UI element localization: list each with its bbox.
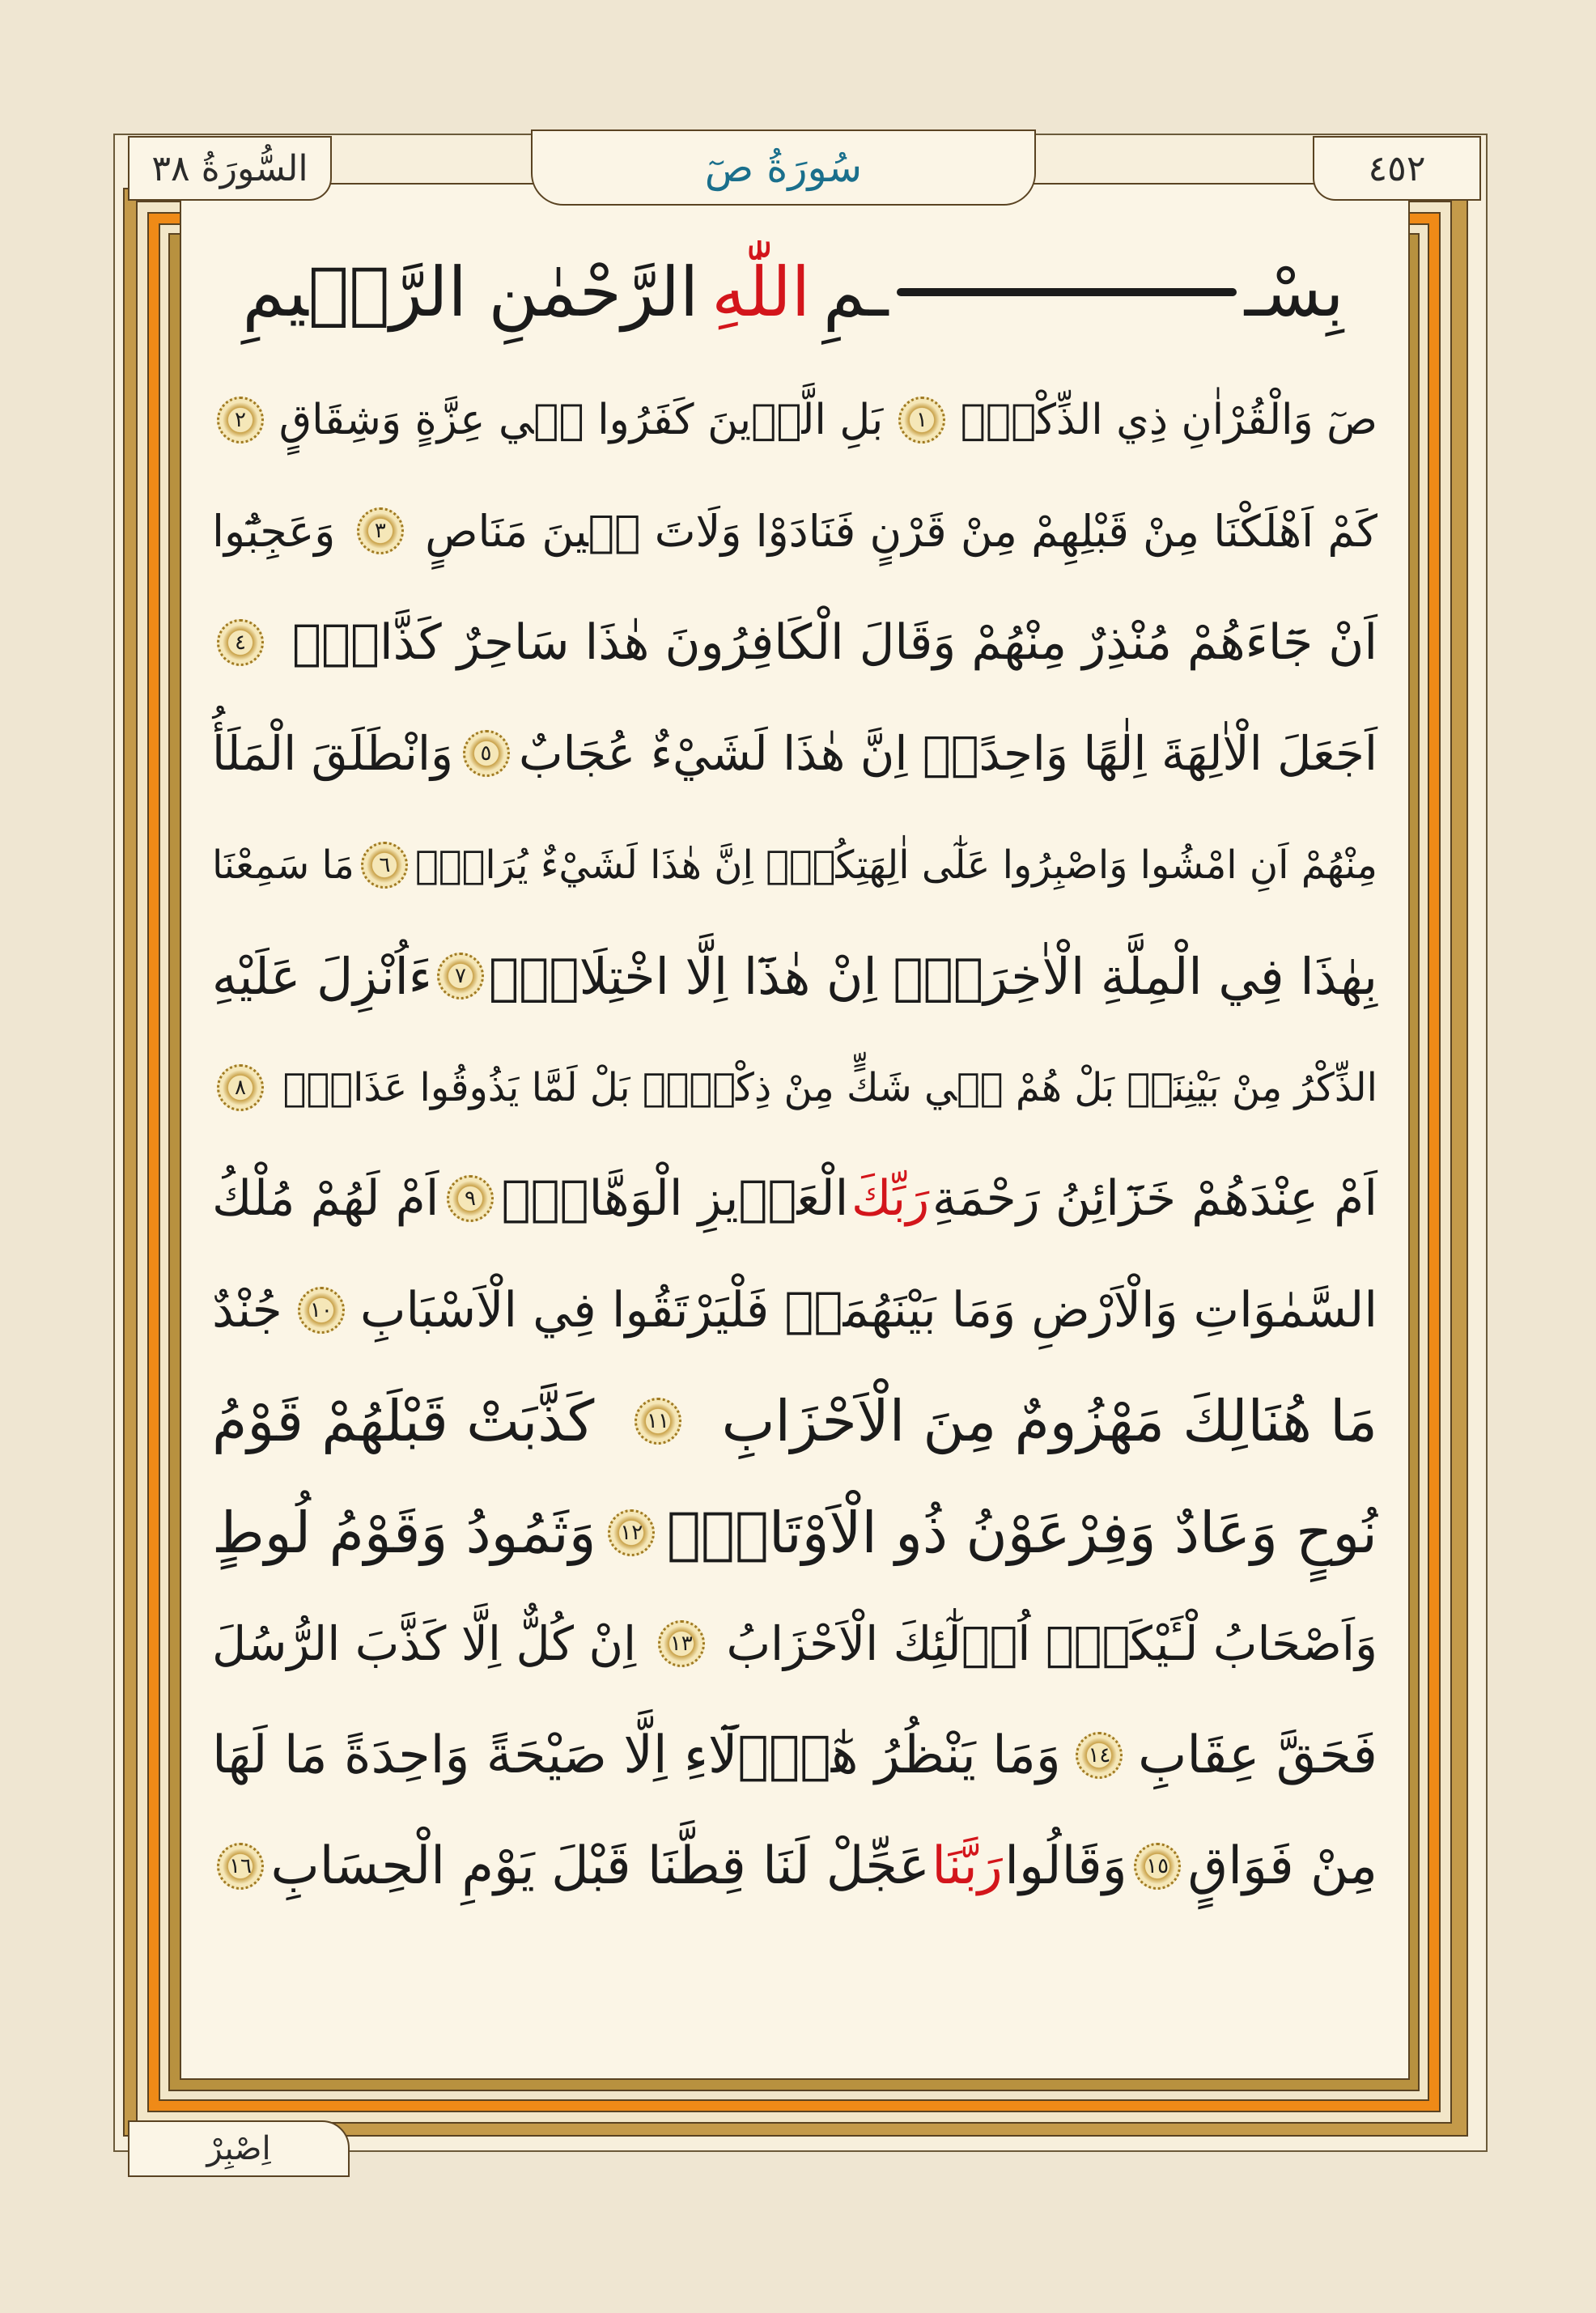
ayah-marker: ١٤ [1076, 1732, 1123, 1779]
verse-text: وَثَمُودُ وَقَوْمُ لُوطٍ [212, 1499, 596, 1566]
verse-line-1 [212, 364, 1377, 476]
verse-text: بِهٰذَا فِي الْمِلَّةِ الْاٰخِرَةِۚ اِنْ هٰذَٓا اِلَّا اخْتِلَاقٌۚ [488, 946, 1377, 1006]
verse-line-9 [212, 1254, 1377, 1366]
verse-line-10 [212, 1366, 1377, 1478]
basmala-part-1: بِسْـ [1244, 253, 1344, 332]
ayah-marker: ١١ [635, 1398, 681, 1445]
verse-text: اَنْ جَٓاءَهُمْ مُنْذِرٌ مِنْهُمْ وَقَالَ الْكَافِرُونَ هٰذَا سَاحِرٌ كَذَّابٌۚ [291, 613, 1377, 671]
verse-text: السَّمٰوَاتِ وَالْاَرْضِ وَمَا بَيْنَهُمَاۙ فَلْيَرْتَقُوا فِي الْاَسْبَابِ [360, 1281, 1377, 1339]
verse-line-7 [212, 1032, 1377, 1144]
verse-text: الذِّكْرُ مِنْ بَيْنِنَاۜ بَلْ هُمْ ف۪ي شَكٍّ مِنْ ذِكْر۪يۚ بَلْ لَمَّا يَذُوقُوا عَذَابِۜ [282, 1064, 1377, 1110]
ayah-marker: ١٢ [608, 1509, 655, 1556]
ayah-marker: ٣ [357, 507, 404, 554]
ayah-marker: ١٣ [658, 1620, 705, 1667]
rabb-word: رَبِّكَ [851, 1170, 930, 1228]
verse-line-14 [212, 1811, 1377, 1923]
ayah-marker: ١٥ [1134, 1843, 1181, 1890]
verse-lines [212, 364, 1377, 1922]
ayah-marker: ٤ [217, 619, 264, 666]
surah-number-label: السُّورَةُ ٣٨ [128, 136, 332, 201]
rabb-word: رَبَّنَا [932, 1836, 1003, 1897]
page-number: ٤٥٢ [1313, 136, 1481, 201]
verse-text: وَعَجِبُٓوا [212, 505, 336, 557]
verse-line-11 [212, 1477, 1377, 1589]
catchword: اِصْبِرْ [128, 2120, 350, 2177]
ayah-marker: ١٠ [298, 1287, 345, 1334]
verse-text: وَمَا يَنْظُرُ هٰٓؤُ۬لَٓاءِ اِلَّا صَيْحَةً وَاحِدَةً مَا لَهَا [212, 1725, 1061, 1785]
verse-text: وَانْطَلَقَ الْمَلَأُ [212, 726, 454, 782]
basmala-kashida [897, 288, 1237, 296]
verse-text: صٓ وَالْقُرْاٰنِ ذِي الذِّكْرِۜ [960, 395, 1377, 444]
verse-text: اَمْ لَهُمْ مُلْكُ [212, 1170, 439, 1228]
verse-text: ءَاُنْزِلَ عَلَيْهِ [211, 946, 432, 1006]
verse-text: مَا سَمِعْنَا [212, 842, 354, 888]
verse-line-12 [212, 1589, 1377, 1700]
verse-line-2 [212, 476, 1377, 588]
basmala-allah: اللّٰهِ [711, 253, 811, 332]
verse-text: كَذَّبَتْ قَبْلَهُمْ قَوْمُ [212, 1388, 595, 1455]
ayah-marker: ٧ [437, 953, 484, 999]
verse-text: الْعَز۪يزِ الْوَهَّابِۚ [501, 1170, 849, 1228]
verse-text: عَجِّلْ لَنَا قِطَّنَا قَبْلَ يَوْمِ الْحِسَابِ [270, 1836, 930, 1897]
verse-text: مِنْ فَوَاقٍ [1187, 1836, 1377, 1897]
verse-line-13 [212, 1700, 1377, 1811]
surah-title: سُورَةُ صٓ [531, 129, 1036, 206]
verse-text: وَقَالُوا [1004, 1836, 1127, 1897]
basmala-part-3: الرَّحْمٰنِ الرَّح۪يمِ [242, 253, 699, 332]
verse-text: اَجَعَلَ الْاٰلِهَةَ اِلٰهًا وَاحِدًاۚ اِنَّ هٰذَا لَشَيْءٌ عُجَابٌ [518, 726, 1377, 782]
verse-text: وَاَصْحَابُ لْـَٔيْكَةِۜ اُو۬لٰٓئِكَ الْاَحْزَابُ [726, 1616, 1377, 1672]
verse-text: اَمْ عِنْدَهُمْ خَزَٓائِنُ رَحْمَةِ [932, 1170, 1377, 1228]
basmala-part-2: ـمِ [823, 253, 889, 332]
verse-text: مِنْهُمْ اَنِ امْشُوا وَاصْبِرُوا عَلٰٓى اٰلِهَتِكُمْۚ اِنَّ هٰذَا لَشَيْءٌ يُرَادُۚ [414, 842, 1377, 888]
basmala [202, 240, 1384, 345]
verse-line-3 [212, 587, 1377, 698]
verse-text: فَحَقَّ عِقَابِ [1138, 1725, 1377, 1785]
ayah-marker: ١٦ [217, 1843, 264, 1890]
ayah-marker: ١ [898, 397, 945, 444]
ayah-marker: ٦ [361, 842, 408, 889]
ayah-marker: ٢ [217, 397, 264, 444]
verse-text: مَا هُنَالِكَ مَهْزُومٌ مِنَ الْاَحْزَابِ [721, 1388, 1377, 1455]
verse-line-8 [212, 1144, 1377, 1255]
verse-text: اِنْ كُلٌّ اِلَّا كَذَّبَ الرُّسُلَ [212, 1616, 637, 1672]
verse-text: جُنْدٌ [212, 1281, 282, 1339]
verse-text: بَلِ الَّذ۪ينَ كَفَرُوا ف۪ي عِزَّةٍ وَشِقَاقٍ [278, 395, 884, 444]
ayah-marker: ٩ [447, 1175, 494, 1222]
ayah-marker: ٨ [217, 1064, 264, 1111]
ayah-marker: ٥ [463, 730, 510, 777]
verse-line-4 [212, 698, 1377, 810]
verse-text: كَمْ اَهْلَكْنَا مِنْ قَبْلِهِمْ مِنْ قَرْنٍ فَنَادَوْا وَلَاتَ ح۪ينَ مَنَاصٍ [425, 505, 1377, 557]
verse-line-5 [212, 809, 1377, 921]
verse-text: نُوحٍ وَعَادٌ وَفِرْعَوْنُ ذُو الْاَوْتَادِۙ [666, 1499, 1377, 1566]
verse-line-6 [212, 921, 1377, 1033]
